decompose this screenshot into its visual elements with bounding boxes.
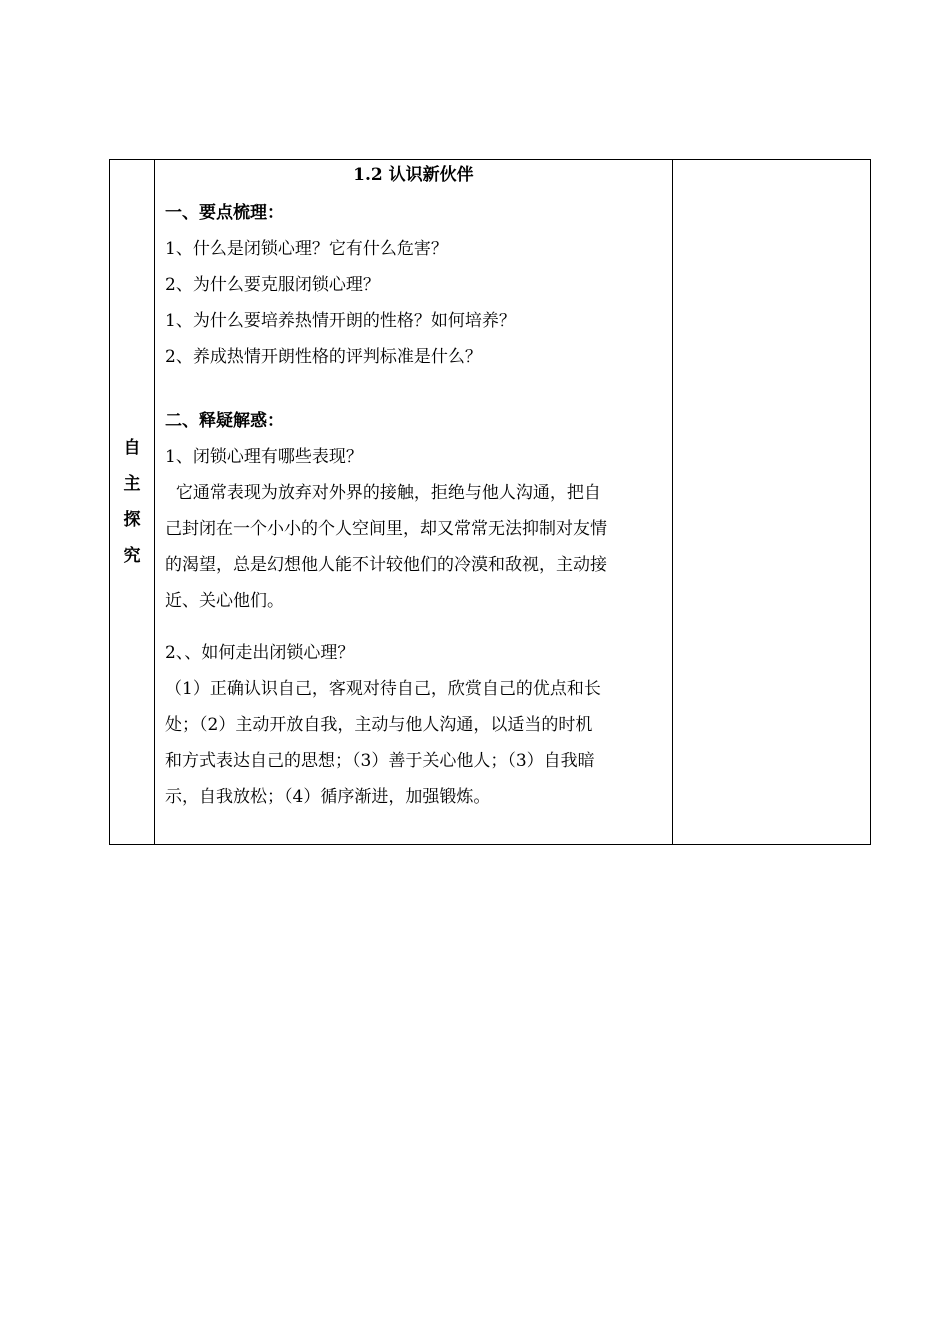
section2-heading: 二、释疑解惑：: [165, 411, 285, 431]
list-item: 2、为什么要克服闭锁心理？: [165, 275, 380, 295]
table-row: [110, 160, 871, 845]
answer-1-line: 它通常表现为放弃对外界的接触，拒绝与他人沟通，把自: [165, 483, 601, 503]
section1-heading: 一、要点梳理：: [165, 203, 285, 223]
side-label-char: 探: [123, 510, 141, 530]
answer-2-line: 示，自我放松；（4）循序渐进，加强锻炼。: [165, 787, 491, 807]
side-label-cell: [110, 160, 155, 845]
side-label-char: 自: [123, 438, 141, 458]
answer-1-line: 的渴望，总是幻想他人能不计较他们的冷漠和敌视，主动接: [165, 555, 608, 575]
study-table: [109, 159, 871, 845]
answer-2-line: 处；（2）主动开放自我，主动与他人沟通，以适当的时机: [165, 715, 593, 735]
question-1: 1、闭锁心理有哪些表现？: [165, 447, 363, 467]
list-item: 1、什么是闭锁心理？它有什么危害？: [165, 239, 448, 259]
main-content: [155, 195, 672, 815]
side-label-char: 究: [123, 546, 141, 566]
list-item: 1、为什么要培养热情开朗的性格？如何培养？: [165, 311, 516, 331]
lesson-title: 1.2 认识新伙伴: [353, 165, 474, 185]
answer-2-line: （1）正确认识自己，客观对待自己，欣赏自己的优点和长: [165, 679, 601, 699]
list-item: 2、养成热情开朗性格的评判标准是什么？: [165, 347, 482, 367]
question-2: 2、、如何走出闭锁心理？: [165, 643, 355, 663]
notes-cell: [672, 160, 870, 845]
side-label-char: 主: [123, 474, 141, 494]
answer-2-line: 和方式表达自己的思想；（3）善于关心他人；（3）自我暗: [165, 751, 595, 771]
answer-1-line: 己封闭在一个小小的个人空间里，却又常常无法抑制对友情: [165, 519, 608, 539]
answer-1-line: 近、关心他们。: [165, 591, 285, 611]
main-content-cell: [155, 160, 673, 845]
